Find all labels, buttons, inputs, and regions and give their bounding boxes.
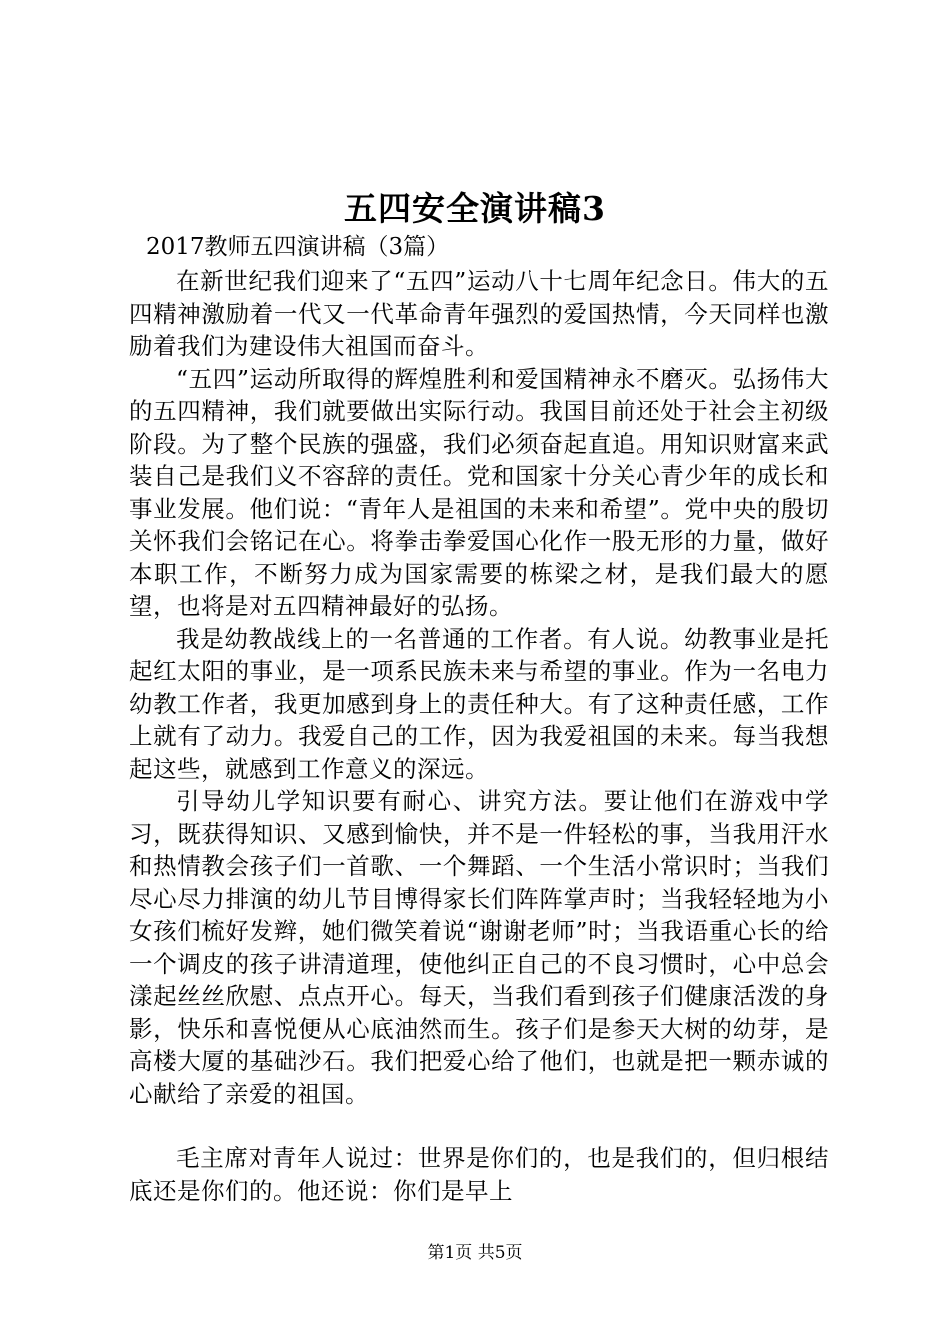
paragraph-spacer — [129, 1110, 829, 1142]
document-subtitle: 2017教师五四演讲稿（3篇） — [146, 234, 450, 260]
paragraph-1: 在新世纪我们迎来了“五四”运动八十七周年纪念日。伟大的五四精神激励着一代又一代革命青年强烈的爱国热情，今天同样也激励着我们为建设伟大祖国而奋斗。 — [129, 267, 829, 360]
paragraph-4: 引导幼儿学知识要有耐心、讲究方法。要让他们在游戏中学习，既获得知识、又感到愉快，并不是一件轻松的事，当我用汗水和热情教会孩子们一首歌、一个舞蹈、一个生活小常识时；当我们尽心尽力排演的幼儿节目博得家长们阵阵掌声时；当我轻轻地为小女孩们梳好发辫，她们微笑着说“谢谢老师”时；当我语重心长的给一个调皮的孩子讲清道理，使他纠正自己的不良习惯时，心中总会漾起丝丝欣慰、点点开心。每天，当我们看到孩子们健康活泼的身影，快乐和喜悦便从心底油然而生。孩子们是参天大树的幼芽，是高楼大厦的基础沙石。我们把爱心给了他们，也就是把一颗赤诚的心献给了亲爱的祖国。 — [129, 787, 829, 1108]
document-body — [129, 265, 829, 1207]
paragraph-2: “五四”运动所取得的辉煌胜利和爱国精神永不磨灭。弘扬伟大的五四精神，我们就要做出实际行动。我国目前还处于社会主初级阶段。为了整个民族的强盛，我们必须奋起直追。用知识财富来武装自己是我们义不容辞的责任。党和国家十分关心青少年的成长和事业发展。他们说：“青年人是祖国的未来和希望”。党中央的殷切关怀我们会铭记在心。将拳击拳爱国心化作一股无形的力量，做好本职工作，不断努力成为国家需要的栋梁之材，是我们最大的愿望，也将是对五四精神最好的弘扬。 — [129, 364, 829, 620]
document-title: 五四安全演讲稿3 — [344, 189, 606, 228]
page-number-footer: 第1页 共5页 — [427, 1243, 523, 1263]
paragraph-3: 我是幼教战线上的一名普通的工作者。有人说。幼教事业是托起红太阳的事业，是一项系民族未来与希望的事业。作为一名电力幼教工作者，我更加感到身上的责任种大。有了这种责任感，工作上就有了动力。我爱自己的工作，因为我爱祖国的未来。每当我想起这些，就感到工作意义的深远。 — [129, 624, 829, 783]
paragraph-5: 毛主席对青年人说过：世界是你们的，也是我们的，但归根结底还是你们的。他还说：你们是早上 — [129, 1144, 829, 1205]
